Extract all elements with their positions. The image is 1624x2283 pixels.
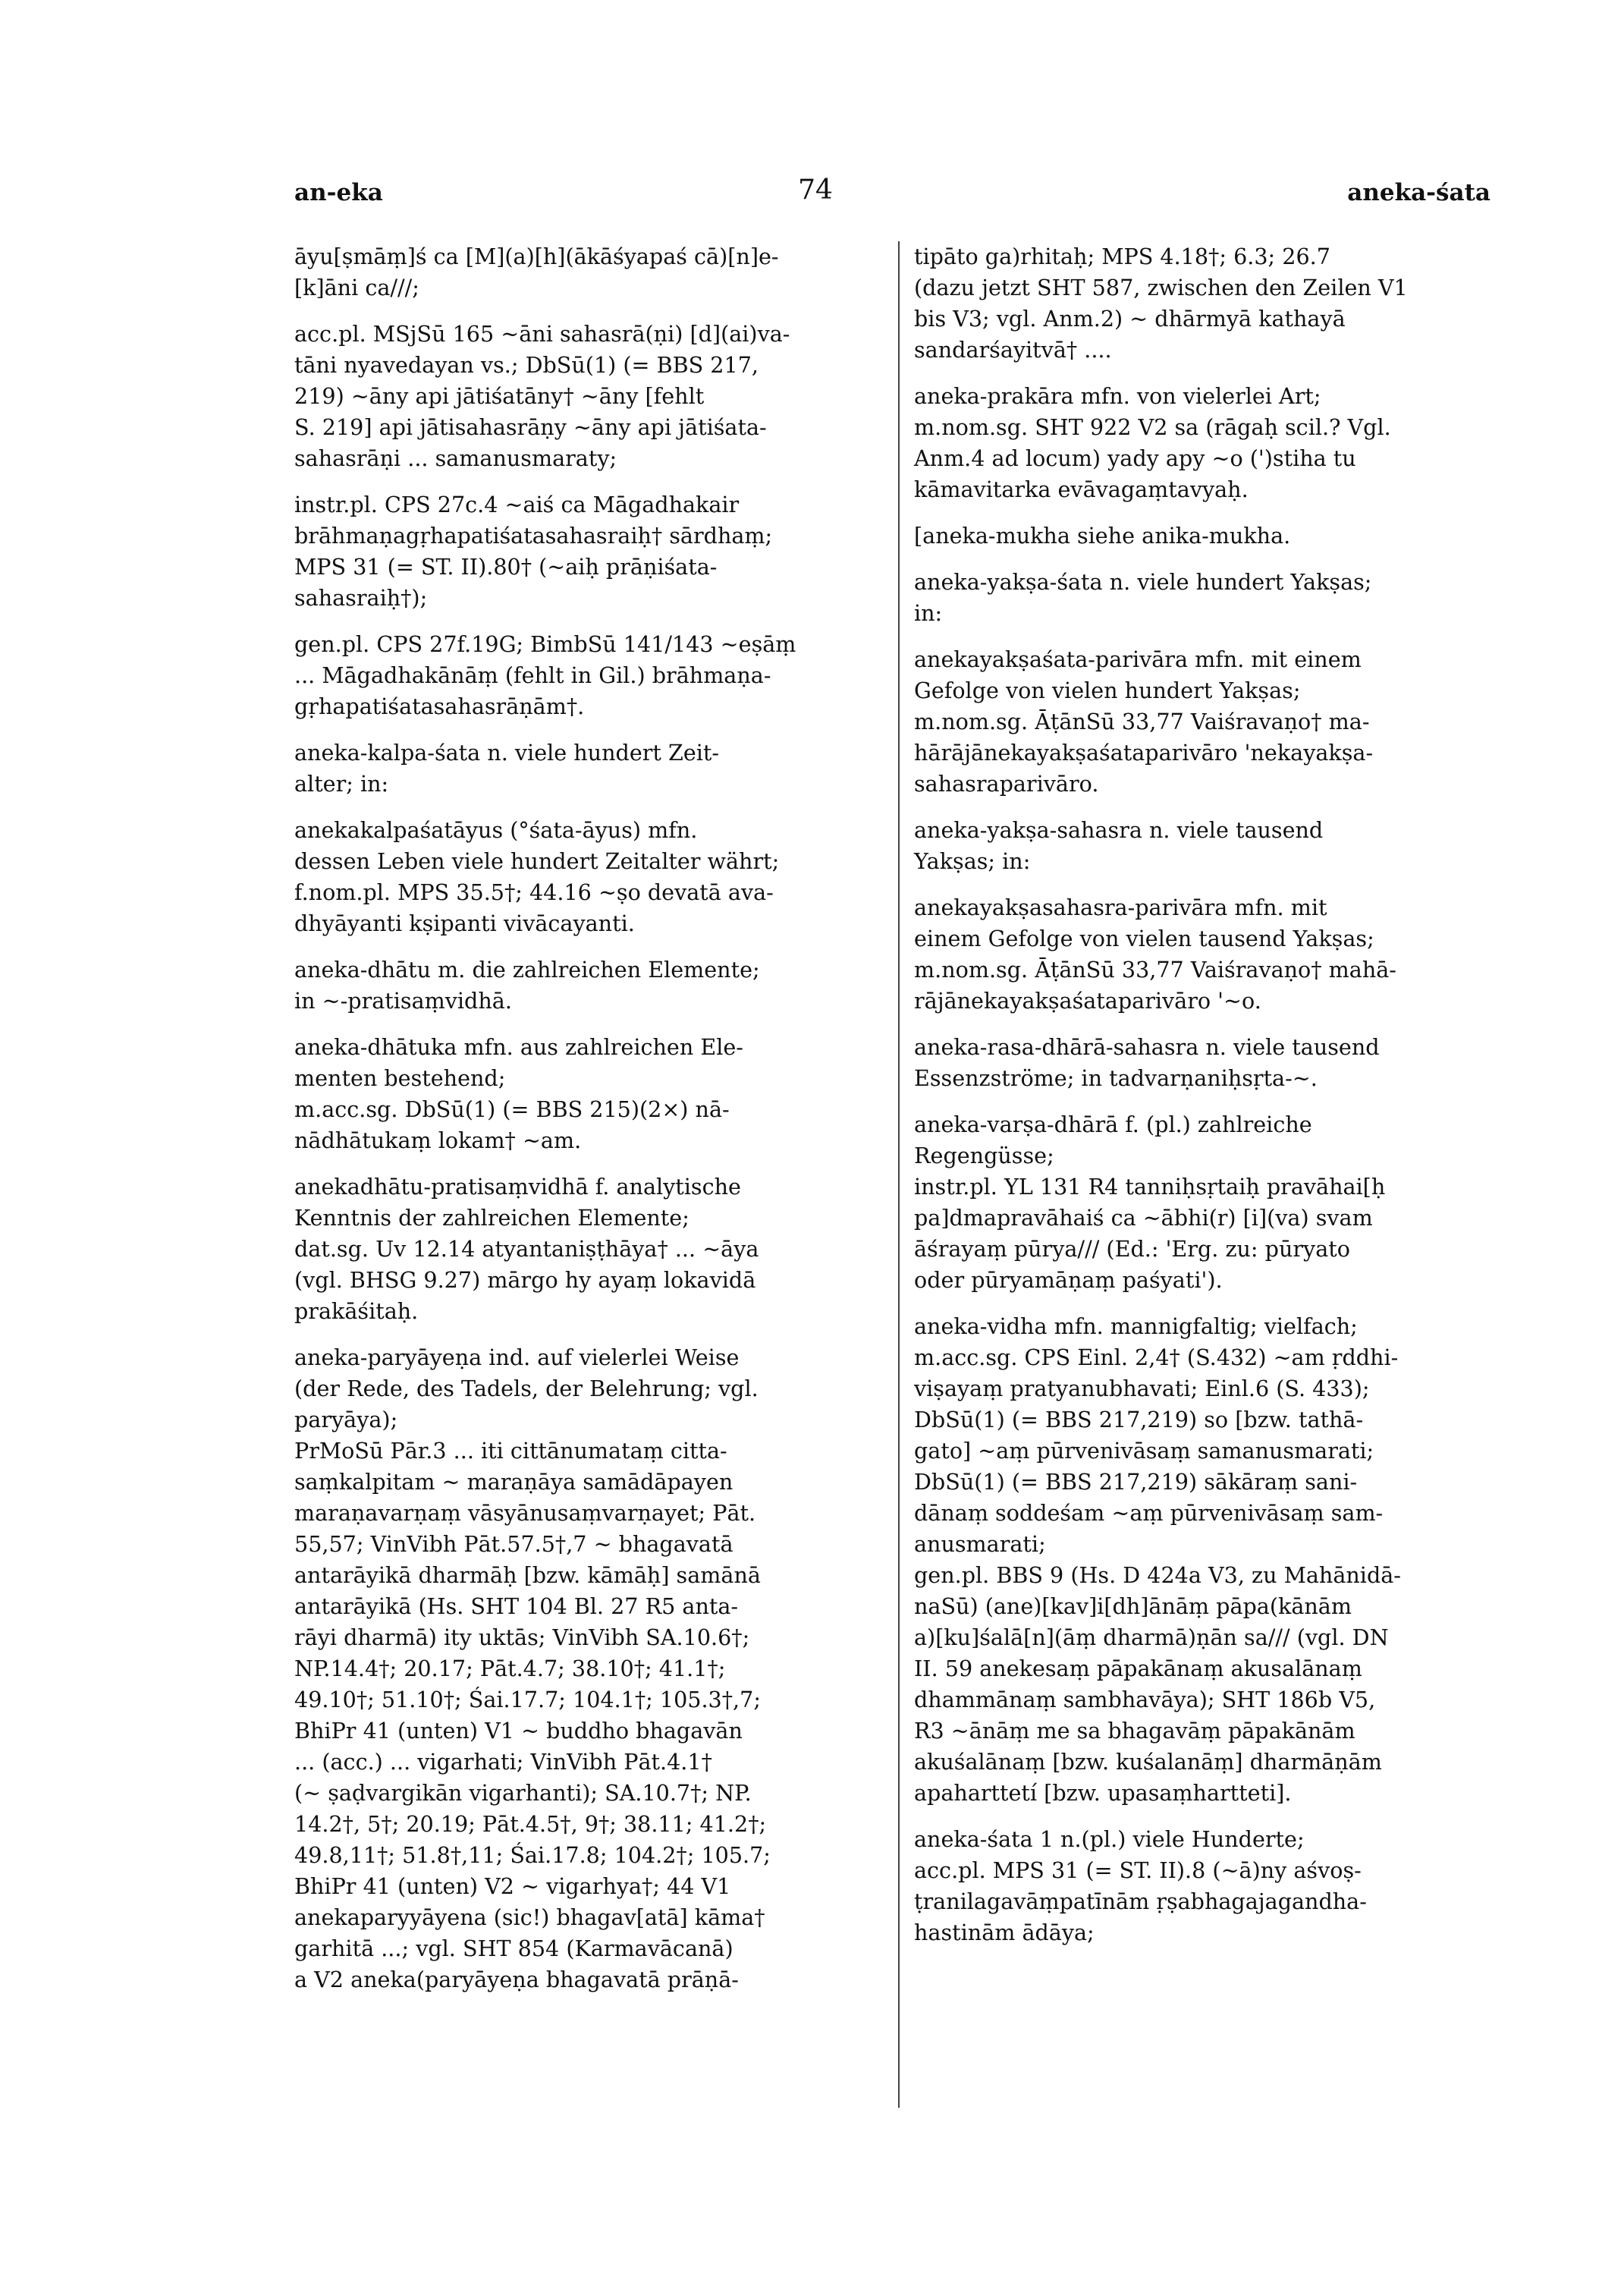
- entry-line: oder pūryamāṇaṃ paśyati').: [914, 1267, 1223, 1293]
- entry-line: Kenntnis der zahlreichen Elemente;: [294, 1205, 689, 1231]
- entry-line: pa]dmapravāhaiś ca ~ābhi(r) [i](va) svam: [914, 1205, 1373, 1231]
- dictionary-entry: [914, 892, 1506, 1017]
- entry-line: hastinām ādāya;: [914, 1920, 1095, 1945]
- entry-line: alter; in:: [294, 771, 389, 797]
- entry-line: aneka-varṣa-dhārā f. (pl.) zahlreiche: [914, 1112, 1312, 1137]
- dictionary-entry: [914, 1311, 1506, 1809]
- entry-line: m.acc.sg. CPS Einl. 2,4† (S.432) ~am ṛddhi-: [914, 1344, 1399, 1370]
- dictionary-entry: [294, 241, 886, 303]
- entry-line: 14.2†, 5†; 20.19; Pāt.4.5†, 9†; 38.11; 41.2†;: [294, 1811, 767, 1837]
- entry-line: kāmavitarka evāvagaṃtavyaḥ.: [914, 476, 1249, 502]
- entry-line: 55,57; VinVibh Pāt.57.5†,7 ~ bhagavatā: [294, 1531, 733, 1557]
- entry-line: akuśalānaṃ [bzw. kuśalanāṃ] dharmāṇām: [914, 1749, 1382, 1775]
- entry-line: sahasraparivāro.: [914, 771, 1099, 797]
- dictionary-entry: [294, 1171, 886, 1327]
- entry-line: aneka-śata 1 n.(pl.) viele Hunderte;: [914, 1826, 1305, 1852]
- dictionary-entry: [914, 567, 1506, 629]
- entry-line: anekakalpaśatāyus (°śata-āyus) mfn.: [294, 817, 698, 843]
- dictionary-entry: [914, 241, 1506, 366]
- entry-line: aneka-dhātu m. die zahlreichen Elemente;: [294, 957, 760, 983]
- entry-line: m.nom.sg. ĀṭānSū 33,77 Vaiśravaṇo† mahā-: [914, 957, 1396, 983]
- entry-line: acc.pl. MSjSū 165 ~āni sahasrā(ṇi) [d](ai)va-: [294, 321, 790, 347]
- entry-line: dhyāyanti kṣipanti vivācayanti.: [294, 910, 635, 936]
- entry-line: aneka-vidha mfn. mannigfaltig; vielfach;: [914, 1313, 1358, 1339]
- entry-line: R3 ~ānāṃ me sa bhagavāṃ pāpakānām: [914, 1718, 1355, 1744]
- entry-line: antarāyikā (Hs. SHT 104 Bl. 27 R5 anta-: [294, 1593, 739, 1619]
- entry-line: aneka-yakṣa-śata n. viele hundert Yakṣas;: [914, 569, 1372, 595]
- entry-line: 219) ~āny api jātiśatāny† ~āny [fehlt: [294, 383, 705, 409]
- entry-line: brāhmaṇagṛhapatiśatasahasraiḥ† sārdhaṃ;: [294, 523, 773, 549]
- dictionary-entry: [294, 1032, 886, 1156]
- dictionary-entry: [914, 1109, 1506, 1296]
- entry-line: Yakṣas; in:: [914, 848, 1031, 874]
- page-number: 74: [798, 175, 833, 206]
- entry-line: DbSū(1) (= BBS 217,219) sākāraṃ sani-: [914, 1469, 1358, 1495]
- running-head-right: aneka-śata: [1347, 179, 1490, 206]
- entry-line: rāyi dharmā) ity uktās; VinVibh SA.10.6†;: [294, 1624, 750, 1650]
- entry-line: prakāśitaḥ.: [294, 1298, 419, 1324]
- entry-line: aneka-yakṣa-sahasra n. viele tausend: [914, 817, 1324, 843]
- entry-line: 49.10†; 51.10†; Śai.17.7; 104.1†; 105.3†,7;: [294, 1687, 761, 1712]
- entry-line: dessen Leben viele hundert Zeitalter währt;: [294, 848, 780, 874]
- entry-line: (dazu jetzt SHT 587, zwischen den Zeilen V1: [914, 275, 1408, 300]
- entry-line: rājānekayakṣaśataparivāro '~o.: [914, 988, 1261, 1014]
- dictionary-entry: [914, 815, 1506, 877]
- entry-line: aneka-paryāyeṇa ind. auf vielerlei Weise: [294, 1344, 740, 1370]
- entry-line: in ~-pratisaṃvidhā.: [294, 988, 512, 1014]
- entry-line: (~ ṣaḍvargikān vigarhanti); SA.10.7†; NP.: [294, 1780, 752, 1806]
- entry-line: aneka-prakāra mfn. von vielerlei Art;: [914, 383, 1321, 409]
- entry-line: aneka-kalpa-śata n. viele hundert Zeit-: [294, 740, 720, 766]
- entry-line: PrMoSū Pār.3 ... iti cittānumataṃ citta-: [294, 1438, 727, 1464]
- entry-line: [aneka-mukha siehe anika-mukha.: [914, 523, 1291, 549]
- dictionary-entry: [294, 489, 886, 614]
- entry-line: NP.14.4†; 20.17; Pāt.4.7; 38.10†; 41.1†;: [294, 1656, 726, 1681]
- entry-line: viṣayaṃ pratyanubhavati; Einl.6 (S. 433);: [914, 1376, 1370, 1401]
- entry-line: anekaparyyāyena (sic!) bhagav[atā] kāma†: [294, 1904, 765, 1930]
- entry-line: instr.pl. CPS 27c.4 ~aiś ca Māgadhakair: [294, 492, 740, 517]
- entry-line: in:: [914, 600, 943, 626]
- entry-line: aneka-dhātuka mfn. aus zahlreichen Ele-: [294, 1034, 743, 1060]
- entry-line: 49.8,11†; 51.8†,11; Śai.17.8; 104.2†; 105.7;: [294, 1842, 771, 1868]
- dictionary-entry: [294, 954, 886, 1017]
- entry-line: m.nom.sg. ĀṭānSū 33,77 Vaiśravaṇo† ma-: [914, 709, 1370, 734]
- entry-line: aneka-rasa-dhārā-sahasra n. viele tausend: [914, 1034, 1380, 1060]
- entry-line: einem Gefolge von vielen tausend Yakṣas;: [914, 926, 1374, 951]
- entry-line: anekayakṣaśata-parivāra mfn. mit einem: [914, 646, 1362, 672]
- entry-line: (vgl. BHSG 9.27) mārgo hy ayaṃ lokavidā: [294, 1267, 756, 1293]
- entry-line: Gefolge von vielen hundert Yakṣas;: [914, 678, 1301, 703]
- entry-line: gṛhapatiśatasahasrāṇām†.: [294, 693, 585, 719]
- entry-line: apaharttetí [bzw. upasaṃhartteti].: [914, 1780, 1292, 1806]
- entry-line: anekadhātu-pratisaṃvidhā f. analytische: [294, 1174, 741, 1200]
- dictionary-entry: [294, 629, 886, 722]
- dictionary-entry: [294, 737, 886, 800]
- entry-line: S. 219] api jātisahasrāṇy ~āny api jātiśata-: [294, 414, 767, 440]
- entry-line: Anm.4 ad locum) yady apy ~o (')stiha tu: [914, 445, 1356, 471]
- entry-line: antarāyikā dharmāḥ [bzw. kāmāḥ] samānā: [294, 1562, 761, 1588]
- entry-line: dat.sg. Uv 12.14 atyantaniṣṭhāya† ... ~āya: [294, 1236, 759, 1262]
- right-column: [914, 241, 1506, 1945]
- dictionary-entry: [294, 319, 886, 474]
- entry-line: BhiPr 41 (unten) V2 ~ vigarhya†; 44 V1: [294, 1873, 731, 1899]
- dictionary-entry: [294, 1342, 886, 1995]
- entry-line: sandarśayitvā† ....: [914, 337, 1112, 363]
- entry-line: hārājānekayakṣaśataparivāro 'nekayakṣa-: [914, 740, 1374, 766]
- left-column: [294, 241, 886, 2115]
- entry-line: m.acc.sg. DbSū(1) (= BBS 215)(2×) nā-: [294, 1096, 730, 1122]
- entry-line: BhiPr 41 (unten) V1 ~ buddho bhagavān: [294, 1718, 743, 1744]
- entry-line: gen.pl. BBS 9 (Hs. D 424a V3, zu Mahānidā-: [914, 1562, 1401, 1588]
- dictionary-entry: [914, 1824, 1506, 1948]
- entry-line: āśrayaṃ pūrya/// (Ed.: 'Erg. zu: pūryato: [914, 1236, 1350, 1262]
- entry-line: ... Māgadhakānāṃ (fehlt in Gil.) brāhmaṇa-: [294, 662, 771, 688]
- entry-line: menten bestehend;: [294, 1065, 506, 1091]
- entry-line: a)[ku]śalā[n](āṃ dharmā)ṇān sa/// (vgl. DN: [914, 1624, 1389, 1650]
- entry-line: saṃkalpitam ~ maraṇāya samādāpayen: [294, 1469, 733, 1495]
- entry-line: gen.pl. CPS 27f.19G; BimbSū 141/143 ~eṣāṃ: [294, 631, 796, 657]
- entry-line: anusmarati;: [914, 1531, 1046, 1557]
- entry-line: [k]āni ca///;: [294, 275, 419, 300]
- entry-line: II. 59 anekesaṃ pāpakānaṃ akusalānaṃ: [914, 1656, 1362, 1681]
- entry-line: anekayakṣasahasra-parivāra mfn. mit: [914, 895, 1327, 920]
- entry-line: Essenzströme; in tadvarṇaniḥsṛta-~.: [914, 1065, 1318, 1091]
- entry-line: tāni nyavedayan vs.; DbSū(1) (= BBS 217,: [294, 352, 759, 378]
- entry-line: dānaṃ soddeśam ~aṃ pūrvenivāsaṃ sam-: [914, 1500, 1384, 1526]
- dictionary-entry: [914, 1032, 1506, 1094]
- dictionary-entry: [914, 644, 1506, 800]
- entry-line: a V2 aneka(paryāyeṇa bhagavatā prāṇā-: [294, 1967, 739, 1992]
- entry-line: garhitā ...; vgl. SHT 854 (Karmavācanā): [294, 1936, 733, 1961]
- running-head-left: an-eka: [294, 179, 383, 206]
- dictionary-entry: [914, 381, 1506, 505]
- entry-line: sahasrāṇi ... samanusmaraty;: [294, 445, 617, 471]
- entry-line: maraṇavarṇaṃ vāsyānusaṃvarṇayet; Pāt.: [294, 1500, 756, 1526]
- entry-line: DbSū(1) (= BBS 217,219) so [bzw. tathā-: [914, 1407, 1364, 1432]
- entry-line: gato] ~aṃ pūrvenivāsaṃ samanusmarati;: [914, 1438, 1374, 1464]
- entry-line: naSū) (ane)[kav]i[dh]ānāṃ pāpa(kānām: [914, 1593, 1352, 1619]
- entry-line: āyu[ṣmāṃ]ś ca [M](a)[h](ākāśyapaś cā)[n]e-: [294, 244, 779, 269]
- column-divider: [898, 241, 900, 2108]
- entry-line: (der Rede, des Tadels, der Belehrung; vgl.: [294, 1376, 759, 1401]
- entry-line: sahasraiḥ†);: [294, 585, 428, 611]
- entry-line: instr.pl. YL 131 R4 tanniḥsṛtaiḥ pravāhai[ḥ: [914, 1174, 1386, 1200]
- entry-line: f.nom.pl. MPS 35.5†; 44.16 ~ṣo devatā ava-: [294, 879, 774, 905]
- entry-line: ... (acc.) ... vigarhati; VinVibh Pāt.4.1†: [294, 1749, 712, 1775]
- entry-line: ṭranilagavāṃpatīnām ṛṣabhagajagandha-: [914, 1888, 1367, 1914]
- entry-line: Regengüsse;: [914, 1143, 1054, 1168]
- entry-line: dhammānaṃ sambhavāya); SHT 186b V5,: [914, 1687, 1376, 1712]
- entry-line: acc.pl. MPS 31 (= ST. II).8 (~ā)ny aśvoṣ-: [914, 1857, 1362, 1883]
- dictionary-entry: [294, 815, 886, 939]
- entry-line: MPS 31 (= ST. II).80† (~aiḥ prāṇiśata-: [294, 554, 718, 580]
- entry-line: nādhātukaṃ lokam† ~am.: [294, 1127, 582, 1153]
- entry-line: tipāto ga)rhitaḥ; MPS 4.18†; 6.3; 26.7: [914, 244, 1330, 269]
- entry-line: m.nom.sg. SHT 922 V2 sa (rāgaḥ scil.? Vgl.: [914, 414, 1391, 440]
- entry-line: paryāya);: [294, 1407, 398, 1432]
- entry-line: bis V3; vgl. Anm.2) ~ dhārmyā kathayā: [914, 306, 1346, 332]
- dictionary-entry: [914, 520, 1506, 552]
